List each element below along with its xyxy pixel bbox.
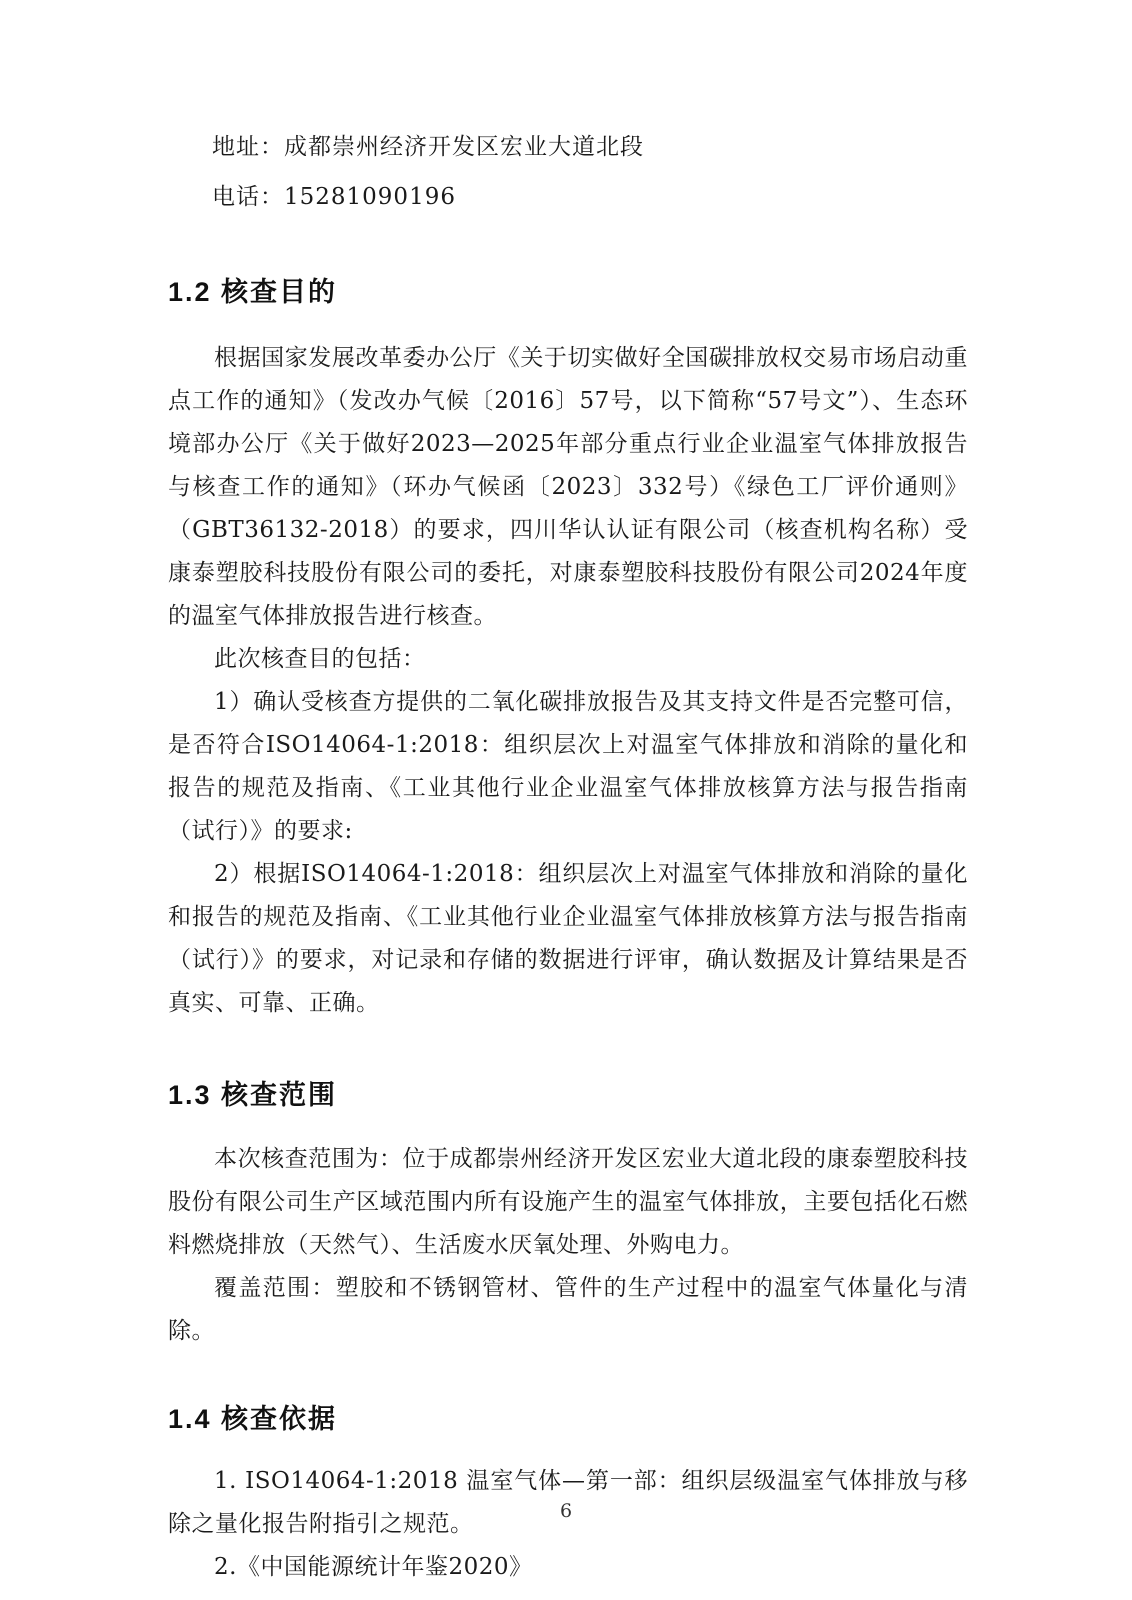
section-1-2-paragraph-1: 根据国家发展改革委办公厅《关于切实做好全国碳排放权交易市场启动重点工作的通知》（发改办气候〔2016〕57号，以下简称“57号文”）、生态环境部办公厅《关于做好2023—2025年部分重点行业企业温室气体排放报告与核查工作的通知》（环办气候函〔2023〕332号）《绿色工厂评价通则》（GBT36132-2018）的要求，四川华认认证有限公司（核查机构名称）受康泰塑胶科技股份有限公司的委托，对康泰塑胶科技股份有限公司2024年度的温室气体排放报告进行核查。 <box>168 345 968 629</box>
section-1-3-paragraph-1: 本次核查范围为：位于成都崇州经济开发区宏业大道北段的康泰塑胶科技股份有限公司生产区域范围内所有设施产生的温室气体排放，主要包括化石燃料燃烧排放（天然气）、生活废水厌氧处理、外购电力。 <box>168 1146 968 1258</box>
section-1-2-paragraph-2: 此次核查目的包括： <box>214 646 426 672</box>
section-heading-1-3: 1.3 核查范围 <box>168 1080 338 1110</box>
document-content <box>168 122 968 1589</box>
page-number: 6 <box>559 1500 573 1522</box>
address-line: 地址：成都崇州经济开发区宏业大道北段 <box>212 134 644 160</box>
phone-line: 电话：15281090196 <box>212 184 456 210</box>
section-1-3-paragraph-2: 覆盖范围：塑胶和不锈钢管材、管件的生产过程中的温室气体量化与清除。 <box>168 1275 968 1344</box>
section-1-2-paragraph-4: 2）根据ISO14064-1:2018：组织层次上对温室气体排放和消除的量化和报告的规范及指南、《工业其他行业企业温室气体排放核算方法与报告指南（试行）》的要求，对记录和存储的数据进行评审，确认数据及计算结果是否真实、可靠、正确。 <box>168 861 968 1016</box>
section-1-4-item-1: 1. ISO14064-1:2018 温室气体—第一部：组织层级温室气体排放与移除之量化报告附指引之规范。 <box>168 1468 968 1537</box>
section-1-4-item-2: 2.《中国能源统计年鉴2020》 <box>214 1554 533 1580</box>
section-1-2-paragraph-3: 1）确认受核查方提供的二氧化碳排放报告及其支持文件是否完整可信，是否符合ISO14064-1:2018：组织层次上对温室气体排放和消除的量化和报告的规范及指南、《工业其他行业企业温室气体排放核算方法与报告指南（试行）》的要求: <box>168 689 968 844</box>
section-heading-1-4: 1.4 核查依据 <box>168 1404 338 1434</box>
section-heading-1-2: 1.2 核查目的 <box>168 277 338 307</box>
